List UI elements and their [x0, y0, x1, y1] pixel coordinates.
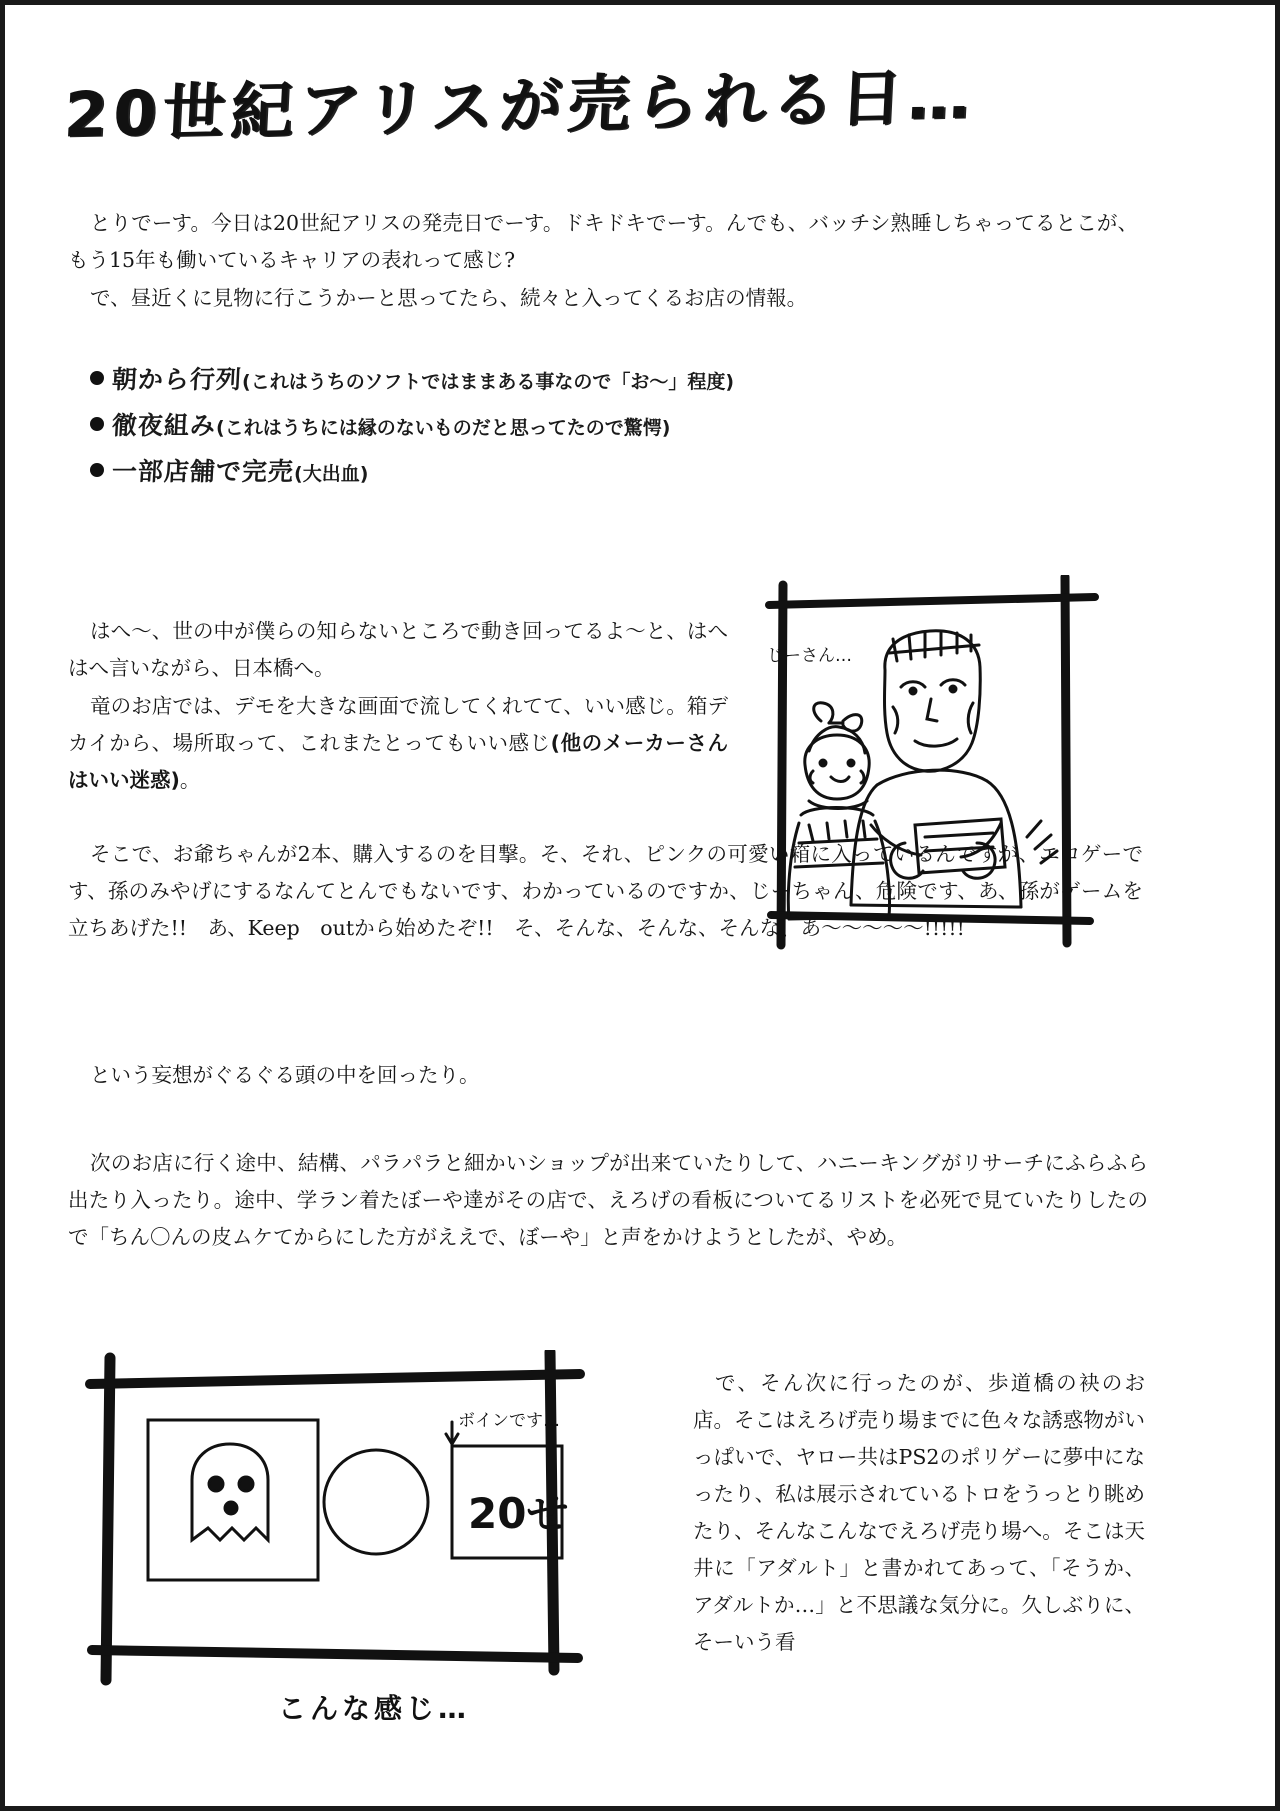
- svg-text:20せ: 20せ: [468, 1489, 569, 1538]
- bullet-main-text: 徹夜組み: [111, 411, 217, 440]
- list-item: [90, 360, 990, 396]
- bullet-main-text: 一部店舗で完売: [111, 457, 295, 486]
- paragraph-mid-2-emphasis: (他のメーカーさんはいい迷惑): [68, 731, 728, 792]
- bullet-main-text: 朝から行列: [111, 365, 243, 394]
- paragraph-mid-2: [68, 688, 728, 799]
- page-title: 20世紀アリスが売られる日…: [62, 59, 978, 152]
- paragraph-intro-2: で、昼近くに見物に行こうかーと思ってたら、続々と入ってくるお店の情報。: [90, 286, 808, 310]
- bullet-dot-icon: [90, 463, 104, 477]
- paragraph-low-1: 次のお店に行く途中、結構、パラパラと細かいショップが出来ていたりして、ハニーキングがリサーチにふらふら出たり入ったり。途中、学ラン着たぼーや達がその店で、えろげの看板についてるリストを必死で見ていたりしたので「ちん〇んの皮ムケてからにした方がええで、ぼーや」と声をかけようとしたが、やめ。: [68, 1151, 1148, 1249]
- svg-text:ボインです…: ボインです…: [458, 1411, 560, 1431]
- paragraph-mid-3: そこで、お爺ちゃんが2本、購入するのを目撃。そ、それ、ピンクの可愛い箱に入っているんですが、エロゲーです、孫のみやげにするなんてとんでもないです、わかっているのですか、じーちゃん、危険です、あ、孫がゲームを立ちあげた!! あ、Keep outから始めたぞ!! そ、そんな、そんな、そんな、あ〜〜〜〜〜!!!!!: [68, 842, 1143, 940]
- paragraph-intro-1: とりでーす。今日は20世紀アリスの発売日でーす。ドキドキでーす。んでも、バッチシ熟睡しちゃってるとこが、もう15年も働いているキャリアの表れって感じ?: [68, 211, 1138, 272]
- bullet-sub-text: (これはうちのソフトではままある事なので「お〜」程度): [242, 371, 735, 393]
- bullet-dot-icon: [90, 417, 104, 431]
- paragraph-bottom-right: で、そん次に行ったのが、歩道橋の袂のお店。そこはえろげ売り場までに色々な誘惑物がいっぱいで、ヤロー共はPS2のポリゲーに夢中になったり、私は展示されているトロをうっとり眺めたり、そんなこんなでえろげ売り場へ。そこは天井に「アダルト」と書かれてあって、「そうか、アダルトか…」と不思議な気分に。久しぶりに、そーいう看: [693, 1371, 1145, 1654]
- list-item: [90, 406, 990, 442]
- bullet-dot-icon: [90, 371, 104, 385]
- bullet-sub-text: (これはうちには縁のないものだと思ってたので驚愕): [216, 417, 671, 439]
- old-man-and-girl-sketch: [765, 575, 1165, 975]
- paragraph-mid-4: という妄想がぐるぐる頭の中を回ったり。: [90, 1063, 480, 1087]
- list-item: [90, 452, 990, 488]
- page-content: [5, 5, 1275, 1806]
- paragraph-mid-1: はへ〜、世の中が僕らの知らないところで動き回ってるよ〜と、はへはへ言いながら、日本橋へ。: [68, 619, 728, 680]
- svg-text:こんな感じ…: こんな感じ…: [278, 1692, 471, 1725]
- svg-text:じーさん…: じーさん…: [767, 646, 852, 666]
- shop-display-sketch: [80, 1350, 640, 1790]
- paragraph-mid-2-b: 。: [179, 768, 201, 792]
- bullet-sub-text: (大出血): [294, 463, 369, 485]
- bullet-list: [90, 360, 990, 498]
- paragraph-mid-2-a: 竜のお店では、デモを大きな画面で流してくれてて、いい感じ。箱デカイから、場所取って、これまたとってもいい感じ: [68, 694, 728, 755]
